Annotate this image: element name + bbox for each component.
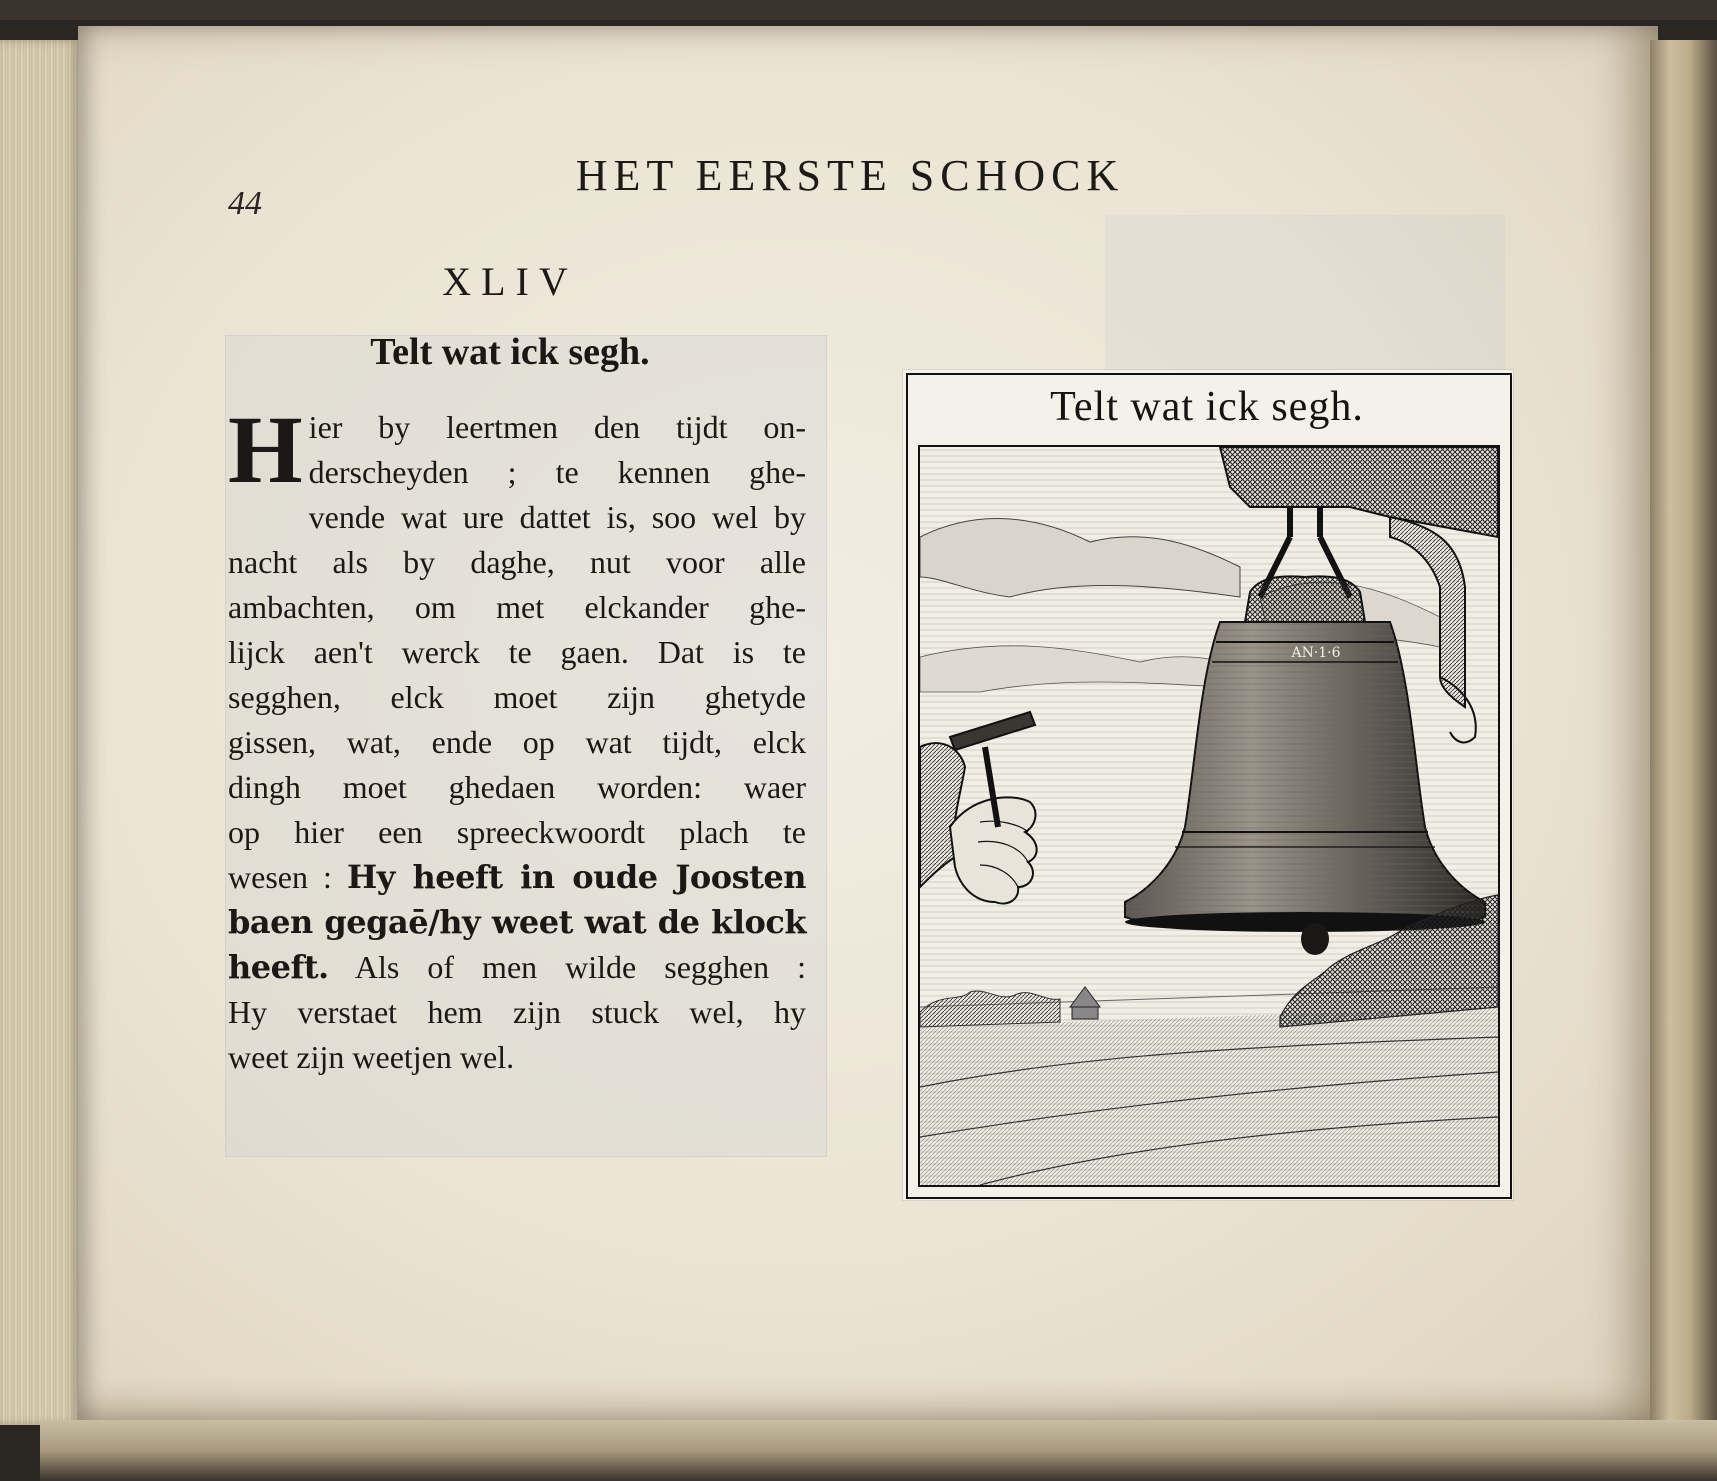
bell-crown [1245, 576, 1365, 622]
gutter [1650, 40, 1717, 1425]
page-block-edge [0, 40, 80, 1425]
body-line: weet zijn weetjen wel. [228, 1039, 515, 1075]
bottom-edge [40, 1420, 1717, 1481]
body-line: lijck aen't werck te gaen. Dat is te [228, 634, 806, 670]
bell-clapper [1301, 923, 1329, 955]
body-line: op hier een spreeckwoordt plach te [228, 814, 806, 850]
proverb-part-3: heeft. [228, 948, 329, 986]
ground [920, 1007, 1498, 1185]
drop-cap: H [228, 396, 303, 503]
bell-inscription: AN·1·6 [1291, 645, 1341, 661]
heeft-rest: Als of men wilde segghen : [354, 949, 807, 985]
body-line: ier by leertmen den tijdt on- [308, 409, 806, 445]
body-line: ambachten, om met elckander ghe- [228, 589, 806, 625]
proverb-part-1: Hy heeft in oude Joosten [346, 858, 807, 896]
section-subtitle: Telt wat ick segh. [370, 331, 650, 373]
bell-engraving [918, 445, 1500, 1187]
cover-edge [0, 0, 1717, 20]
body-line: gissen, wat, ende op wat tijdt, elck [228, 724, 806, 760]
running-title: HET EERSTE SCHOCK [575, 151, 1125, 200]
body-line: nacht als by daghe, nut voor alle [228, 544, 806, 580]
plate-caption: Telt wat ick segh. [1050, 384, 1364, 430]
body-text [228, 396, 807, 1080]
engraving-svg [920, 447, 1498, 1185]
proverb-part-2: baen gegaē/hy weet wat de klock [228, 903, 806, 941]
wesen-prefix: wesen : [228, 859, 332, 895]
body-line: vende wat ure dattet is, soo wel by [308, 499, 806, 535]
body-line: dingh moet ghedaen worden: waer [228, 769, 806, 805]
body-line: segghen, elck moet zijn ghetyde [228, 679, 806, 715]
body-line [228, 945, 806, 990]
body-line: Hy verstaet hem zijn stuck wel, hy [228, 994, 806, 1030]
page-number: 44 [228, 185, 262, 222]
body-line: derscheyden ; te kennen ghe- [308, 454, 806, 490]
body-line [228, 855, 806, 900]
section-numeral: XLIV [442, 259, 578, 304]
